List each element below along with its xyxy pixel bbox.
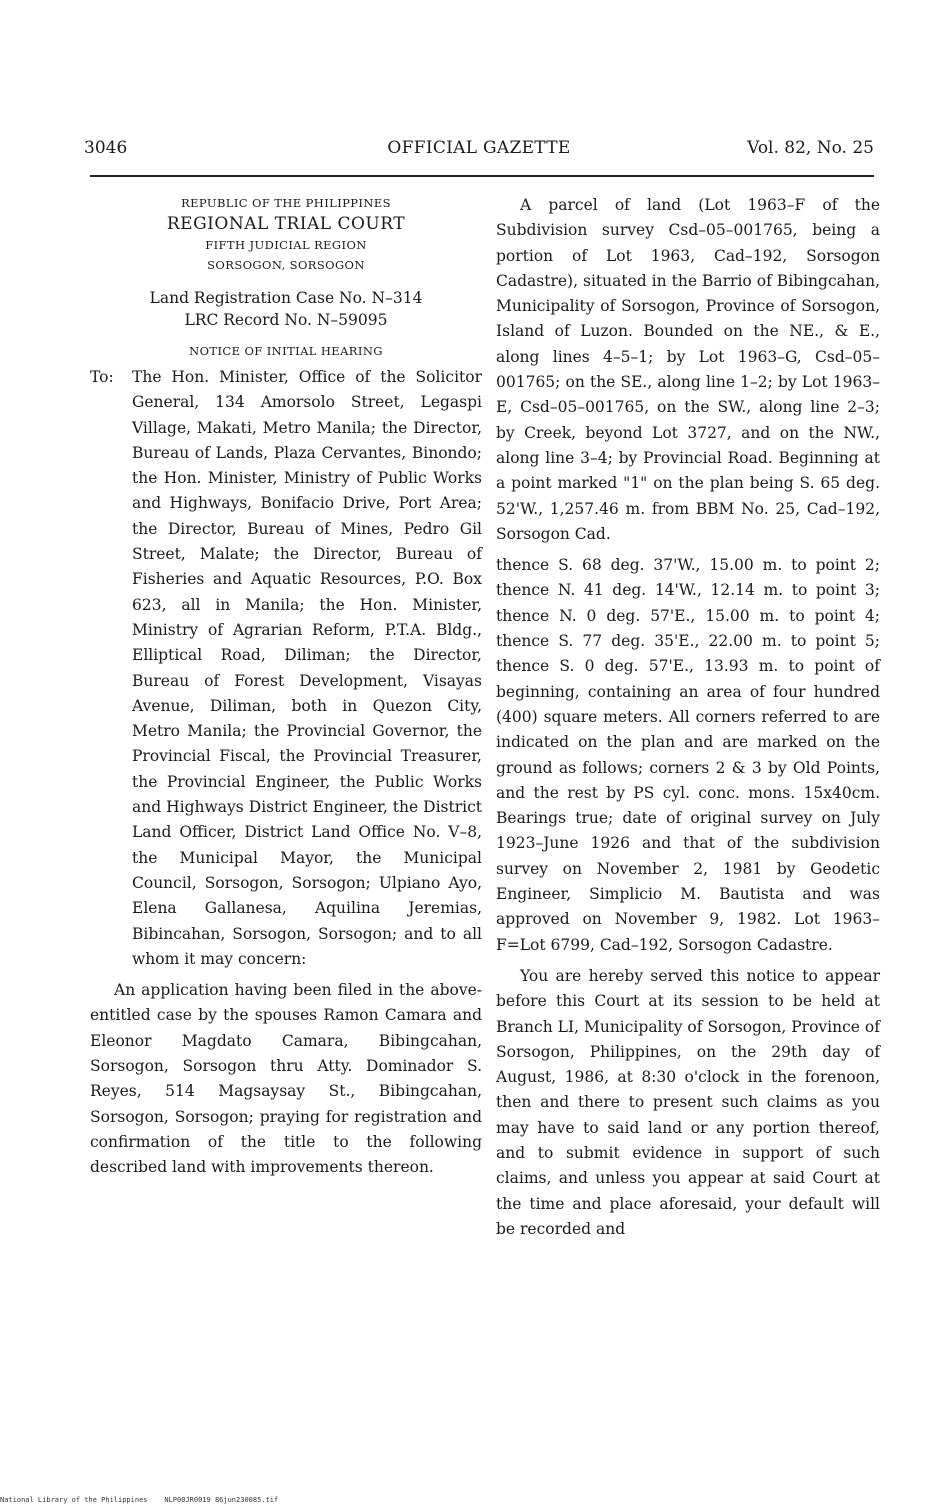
right-column <box>496 193 880 1242</box>
addressee-text: The Hon. Minister, Office of the Solicitor General, 134 Amorsolo Street, Legaspi Village, Makati, Metro Manila; the Director, Bureau of Lands, Plaza Cervantes, Binondo; the Hon. Minister, Ministry of Public Works and Highways, Bonifacio Drive, Port Area; the Director, Bureau of Mines, Pedro Gil Street, Malate; the Director, Bureau of Fisheries and Aquatic Resources, P.O. Box 623, all in Manila; the Hon. Minister, Ministry of Agrarian Reform, P.T.A. Bldg., Elliptical Road, Diliman; the Director, Bureau of Forest Development, Visayas Avenue, Diliman, both in Quezon City, Metro Manila; the Provincial Governor, the Provincial Fiscal, the Provincial Treasurer, the Provincial Engineer, the Public Works and Highways District Engineer, the District Land Officer, District Land Office No. V–8, the Municipal Mayor, the Municipal Council, Sorsogon, Sorsogon; Ulpiano Ayo, Elena Gallanesa, Aquilina Jeremias, Bibincahan, Sorsogon, Sorsogon; and to all whom it may concern: <box>132 368 482 968</box>
page-number: 3046 <box>84 138 128 158</box>
page-header <box>84 138 874 164</box>
judicial-region: FIFTH JUDICIAL REGION <box>205 238 367 252</box>
volume-number: Vol. 82, No. 25 <box>747 138 874 158</box>
publication-title: OFFICIAL GAZETTE <box>387 138 571 158</box>
library-credit: National Library of the Philippines <box>0 1496 148 1504</box>
addressee-block <box>90 365 482 972</box>
case-number: Land Registration Case No. N–314 <box>149 289 423 307</box>
served-paragraph: You are hereby served this notice to appear before this Court at its session to be held at Branch LI, Municipality of Sorsogon, Province of Sorsogon, Philippines, on the 29th day of August, 1986, at 8:30 o'clock in the forenoon, then and there to present such claims as you may have to said land or any portion thereof, and to submit evidence in support of such claims, and unless you appear at said Court at the time and place aforesaid, your default will be recorded and <box>496 966 880 1238</box>
parcel-paragraph: A parcel of land (Lot 1963–F of the Subdivision survey Csd–05–001765, being a portion of Lot 1963, Cad–192, Sorsogon Cadastre), situated in the Barrio of Bibingcahan, Municipality of Sorsogon, Province of Sorsogon, Island of Luzon. Bounded on the NE., & E., along lines 4–5–1; by Lot 1963–G, Csd–05–001765; on the SE., along line 1–2; by Lot 1963–E, Csd–05–001765, on the SW., along line 2–3; by Creek, beyond Lot 3727, and on the NW., along line 3–4; by Provincial Road. Beginning at a point marked "1" on the plan being S. 65 deg. 52'W., 1,257.46 m. from BBM No. 25, Cad–192, Sorsogon Cad. <box>496 196 880 543</box>
notice-title: NOTICE OF INITIAL HEARING <box>189 344 383 358</box>
header-rule <box>90 175 874 177</box>
to-label: To: <box>90 368 114 386</box>
lrc-record: LRC Record No. N–59095 <box>184 311 388 329</box>
application-paragraph: An application having been filed in the above-entitled case by the spouses Ramon Camara and Eleonor Magdato Camara, Bibingcahan, Sorsogon, Sorsogon thru Atty. Dominador S. Reyes, 514 Magsaysay St., Bibingcahan, Sorsogon, Sorsogon; praying for registration and confirmation of the title to the following described land with improvements thereon. <box>90 981 482 1177</box>
court-name: REGIONAL TRIAL COURT <box>166 214 406 234</box>
court-location: SORSOGON, SORSOGON <box>207 258 365 272</box>
scan-footer <box>0 1496 278 1504</box>
bearings-paragraph: thence S. 68 deg. 37'W., 15.00 m. to point 2; thence N. 41 deg. 14'W., 12.14 m. to point 3; thence N. 0 deg. 57'E., 15.00 m. to point 4; thence S. 77 deg. 35'E., 22.00 m. to point 5; thence S. 0 deg. 57'E., 13.93 m. to point of beginning, containing an area of four hundred (400) square meters. All corners referred to are indicated on the plan and are marked on the ground as follows; corners 2 & 3 by Old Points, and the rest by PS cyl. conc. mons. 15x40cm. Bearings true; date of original survey on July 1923–June 1926 and that of the subdivision survey on November 2, 1981 by Geodetic Engineer, Simplicio M. Bautista and was approved on November 9, 1982. Lot 1963–F=Lot 6799, Cad–192, Sorsogon Cadastre. <box>496 556 880 954</box>
republic-heading: REPUBLIC OF THE PHILIPPINES <box>181 196 391 210</box>
file-name: NLP00JR0019 86jun230085.tif <box>164 1496 279 1504</box>
left-column <box>90 193 482 1181</box>
